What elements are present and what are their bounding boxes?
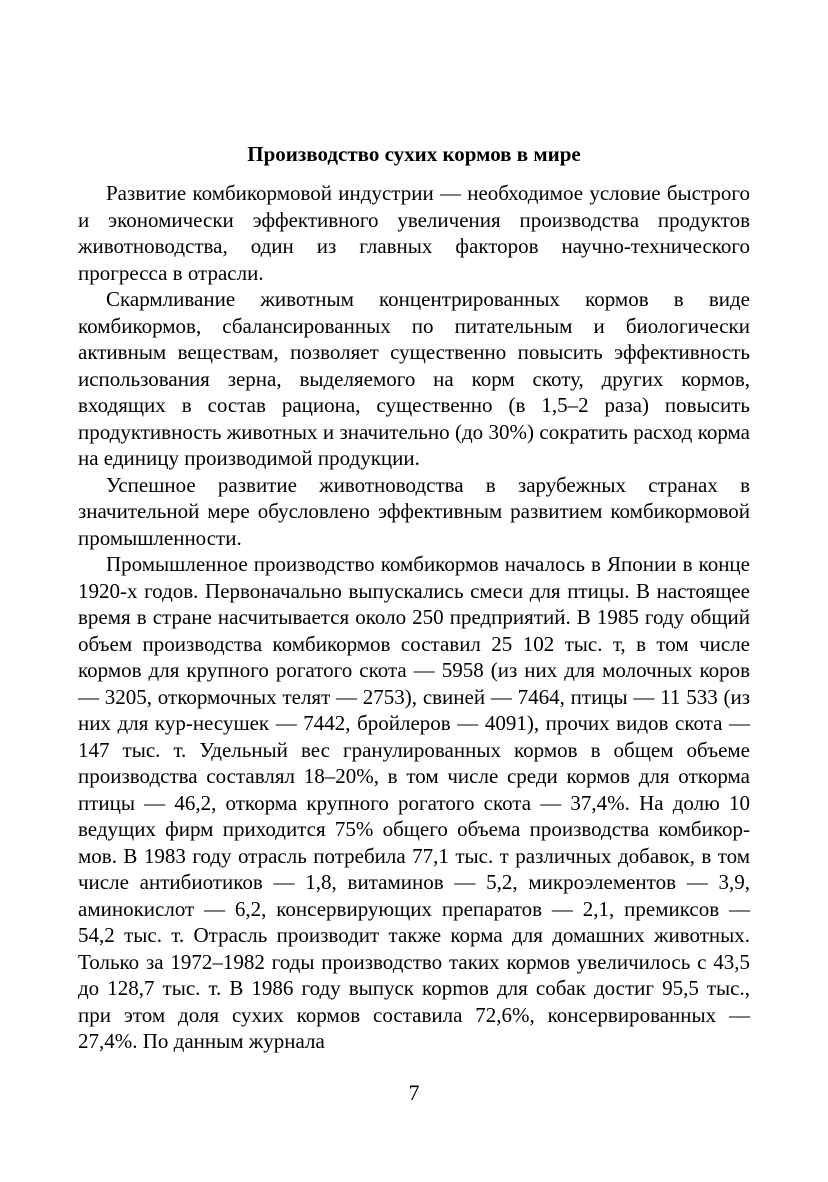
paragraph-3: Успешное развитие животноводства в зарубежных странах в значительной мере обусловлено эффективным развитием комбикормовой промышленности.	[78, 472, 750, 550]
page-title: Производство сухих кормов в мире	[247, 142, 581, 166]
document-page	[78, 140, 750, 1055]
paragraph-2: Скармливание животным концентрированных кормов в виде комбикормов, сбалансированных по питательным и биологически активным веществам, позволяет существенно повысить эффективность использования зерна, выделяемого на корм скоту, других кормов, входящих в состав рациона, существенно (в 1,5–2 раза) повысить продуктивность животных и значительно (до 30%) сократить расход корма на единицу производимой продукции.	[78, 287, 750, 470]
paragraph-1: Развитие комбикормовой индустрии — необходимое условие быстрого и экономически эффективного увеличения производства продуктов животноводства, один из главных факторов научно-технического прогресса в отрасли.	[78, 181, 750, 285]
page-number: 7	[408, 1080, 420, 1105]
paragraph-4: Промышленное производство комбикормов началось в Японии в конце 1920-х годов. Первоначально выпускались смеси для птицы. В настоящее время в стране насчитывается около 250 предприятий. В 1985 году общий объем производства комбикормов составил 25 102 тыс. т, в том числе кормов для крупного рогатого скота — 5958 (из них для молочных коров — 3205, откормочных телят — 2753), свиней — 7464, птицы — 11 533 (из них для кур-несушек — 7442, бройлеров — 4091), прочих видов скота — 147 тыс. т. Удельный вес гранулированных кормов в общем объеме производства составлял 18–20%, в том числе среди кормов для откорма птицы — 46,2, откорма крупного рогатого скота — 37,4%. На долю 10 ведущих фирм приходится 75% общего объема производства комбикормов. В 1983 году отрасль потребила 77,1 тыс. т различных добавок, в том числе антибиотиков — 1,8, витаминов — 5,2, микроэлементов — 3,9, аминокислот — 6,2, консервирующих препаратов — 2,1, премиксов — 54,2 тыс. т. Отрасль производит также корма для домашних животных. Только за 1972–1982 годы производство таких кормов увеличилось с 43,5 до 128,7 тыс. т. В 1986 году выпуск корmов для собак достиг 95,5 тыс., при этом доля сухих кормов составила 72,6%, консервированных — 27,4%. По данным журнала	[78, 552, 750, 1053]
